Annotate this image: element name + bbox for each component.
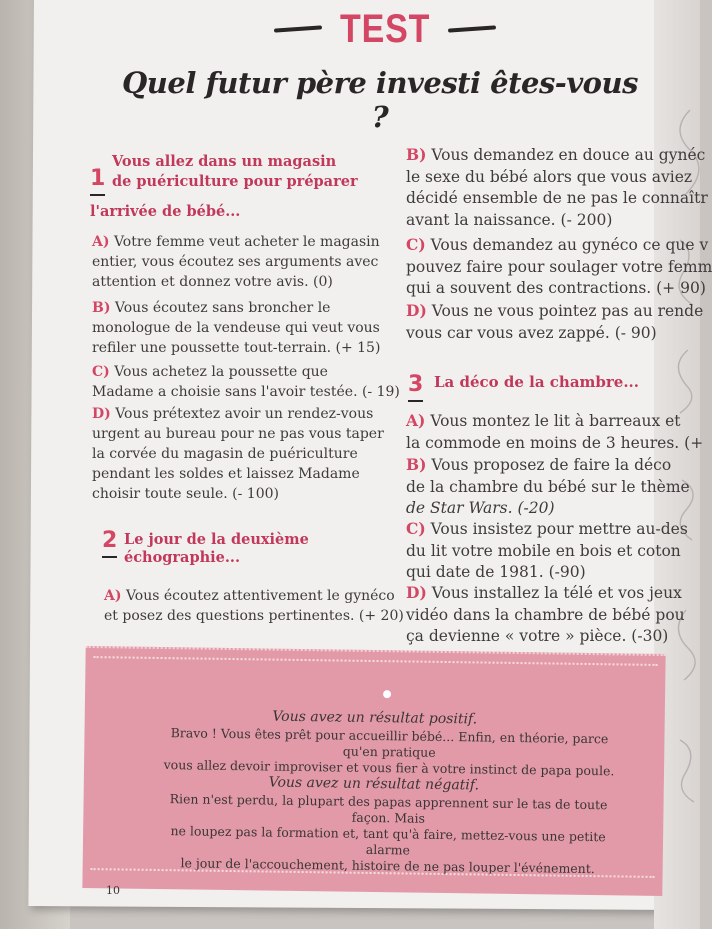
answer-line: urgent au bureau pour ne pas vous taper [92,426,384,442]
header-dash-right [448,25,496,32]
answer-letter: C) [406,235,426,254]
answer-line: et posez des questions pertinentes. (+ 20) [104,608,404,624]
bullet-dot-icon [383,690,391,698]
answer-line: décidé ensemble de ne pas le connaîtr [406,189,708,207]
question-1-answer-b [92,298,380,358]
negative-result-text [153,791,624,878]
question-2-title-line-1: Le jour de la deuxième [124,531,309,548]
question-1-number: 1 [90,166,106,191]
answer-line: refiler une poussette tout-terrain. (+ 15) [92,340,381,356]
question-2-title-line-2: échographie... [124,549,240,566]
answer-letter: B) [406,145,427,164]
question-1-answer-d [92,404,384,504]
answer-letter: A) [92,234,110,250]
answer-line: qui a souvent des contractions. (+ 90) [406,279,706,297]
answer-line: le sexe du bébé alors que vous aviez [406,167,693,186]
answer-line: qui date de 1981. (-90) [406,563,586,581]
question-2-answer-c [406,234,712,300]
negative-result-title: Vous avez un résultat négatif. [268,774,480,794]
answer-line: Vous prétextez avoir un rendez-vous [115,406,374,422]
question-1-title-line-3: l'arrivée de bébé... [90,203,241,220]
dotted-divider [94,656,658,666]
result-line: vous allez devoir improviser et vous fier à votre instinct de papa poule. [163,757,615,779]
answer-line: du lit votre mobile en bois et coton [406,541,681,560]
question-3-answer-d [406,582,685,648]
answer-letter: C) [406,519,426,538]
question-2-answer-a [104,586,404,626]
result-line: ne loupez pas la formation et, tant qu'à faire, mettez-vous une petite alarme [170,823,606,858]
answer-line: Madame a choisie sans l'avoir testée. (- 19) [92,384,400,400]
answer-line: monologue de la vendeuse qui veut vous [92,320,380,336]
question-3-number: 3 [408,372,424,397]
answer-letter: A) [406,411,426,430]
question-1-title-line-1: Vous allez dans un magasin [112,153,337,170]
answer-line: pendant les soldes et laissez Madame [92,466,360,482]
question-3-answer-b [406,454,690,520]
answer-line: Vous écoutez sans broncher le [114,300,331,316]
answer-line: choisir toute seule. (- 100) [92,486,279,502]
positive-result-title: Vous avez un résultat positif. [272,708,478,728]
positive-result-text [154,725,625,780]
question-2-answer-b [406,144,708,231]
question-1-answer-c [92,362,400,402]
answer-line: Vous achetez la poussette que [114,364,328,380]
answer-line: Votre femme veut acheter le magasin [113,234,380,250]
answer-line: la commode en moins de 3 heures. (+ [406,433,704,452]
question-3-title: La déco de la chambre... [434,373,640,391]
answer-letter: D) [406,583,427,602]
question-3-answer-c [406,518,688,584]
answer-line: Vous proposez de faire la déco [431,456,672,474]
answer-line: pouvez faire pour soulager votre femm [406,257,712,276]
answer-line: Vous installez la télé et vos jeux [431,584,682,602]
answer-line: entier, vous écoutez ses arguments avec [92,254,379,270]
answer-line: Vous demandez au gynéco ce que v [430,236,709,254]
answer-letter: C) [92,364,110,380]
answer-line: ça devienne « votre » pièce. (-30) [406,627,669,645]
answer-line: avant la naissance. (- 200) [406,210,613,229]
answer-letter: B) [92,300,111,316]
test-label: TEST [339,6,431,51]
results-box [82,646,665,896]
page-number: 10 [106,884,120,897]
answer-line: vous car vous avez zappé. (- 90) [406,323,657,342]
answer-line: Vous demandez en douce au gynéc [431,146,706,164]
answer-line: de Star Wars. (-20) [406,499,555,517]
question-2-number: 2 [102,528,118,553]
answer-line: Vous montez le lit à barreaux et [430,412,681,430]
question-1-title-line-2: de puériculture pour préparer [112,173,358,190]
result-line: Rien n'est perdu, la plupart des papas apprennent sur le tas de toute façon. Mais [169,791,608,826]
answer-line: de la chambre du bébé sur le thème [406,477,690,496]
answer-line: attention et donnez votre avis. (0) [92,274,333,290]
test-header [270,4,500,54]
question-1-answer-a [92,232,380,292]
result-line: Bravo ! Vous êtes prêt pour accueillir bébé... Enfin, en théorie, parce qu'en pratique [170,725,609,760]
header-dash-left [274,25,322,32]
answer-letter: B) [406,455,427,474]
answer-line: Vous écoutez attentivement le gynéco [125,588,395,604]
answer-letter: D) [92,406,111,422]
answer-line: vidéo dans la chambre de bébé pou [406,605,685,624]
question-2-answer-d [406,300,704,344]
answer-letter: D) [406,301,427,320]
answer-line: la corvée du magasin de puériculture [92,446,358,462]
question-3-answer-a [406,410,704,454]
answer-letter: A) [104,588,122,604]
result-line: le jour de l'accouchement, histoire de ne pas louper l'événement. [180,855,595,877]
answer-line: Vous insistez pour mettre au-des [430,520,688,538]
page-title: Quel futur père investi êtes-vous ? [122,66,638,134]
answer-line: Vous ne vous pointez pas au rende [431,302,704,320]
